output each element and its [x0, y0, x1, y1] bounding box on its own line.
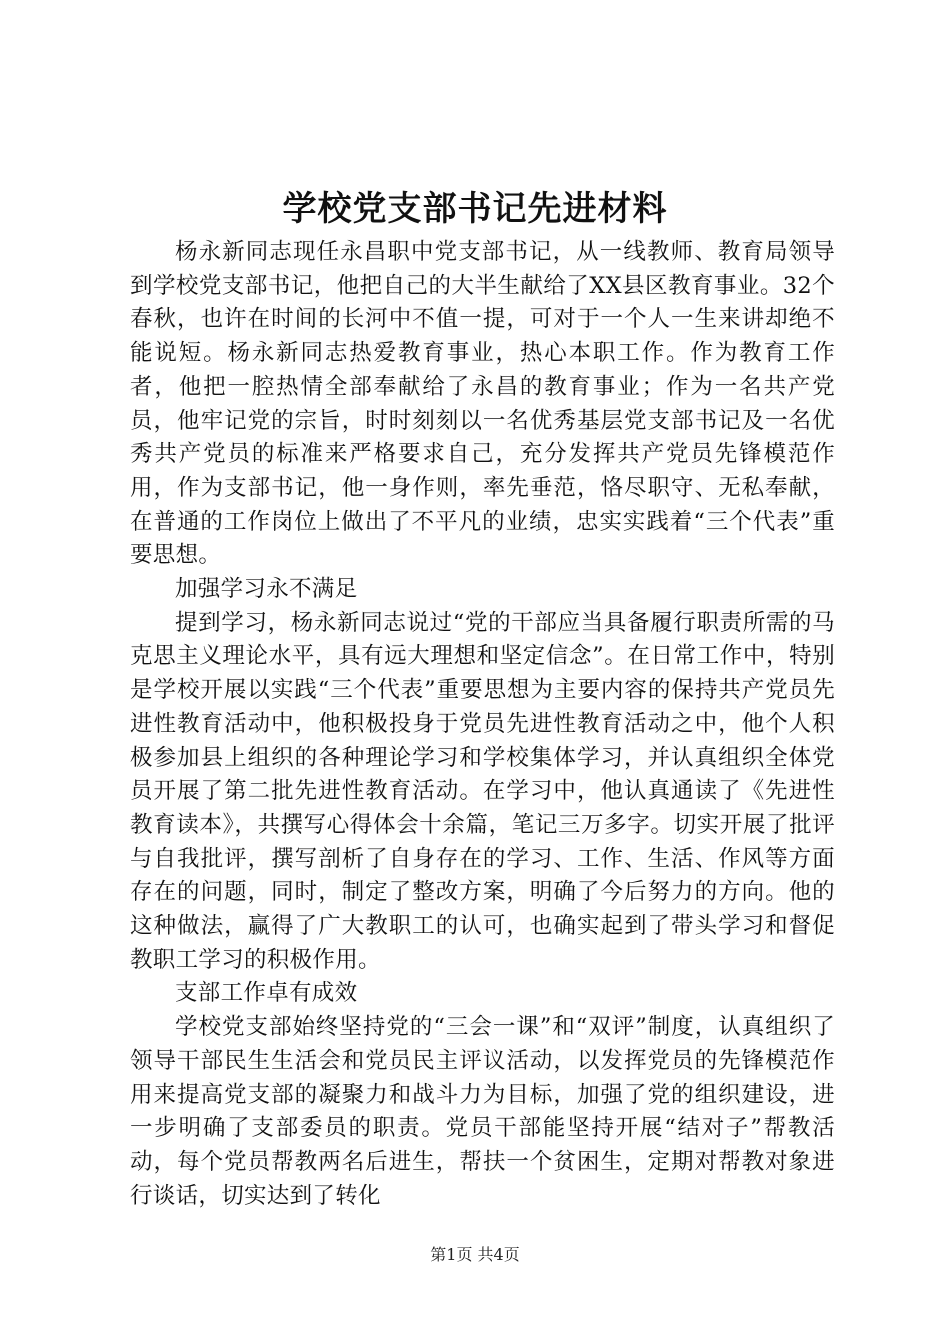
document-title: 学校党支部书记先进材料 — [282, 189, 668, 229]
paragraph-intro: 杨永新同志现任永昌职中党支部书记，从一线教师、教育局领导到学校党支部书记，他把自己的大半生献给了XX县区教育事业。32个春秋，也许在时间的长河中不值一提，可对于一个人一生来讲却绝不能说短。杨永新同志热爱教育事业，热心本职工作。作为教育工作者，他把一腔热情全部奉献给了永昌的教育事业；作为一名共产党员，他牢记党的宗旨，时时刻刻以一名优秀基层党支部书记及一名优秀共产党员的标准来严格要求自己，充分发挥共产党员先锋模范作用，作为支部书记，他一身作则，率先垂范，恪尽职守、无私奉献，在普通的工作岗位上做出了不平凡的业绩，忠实实践着“三个代表”重要思想。 — [130, 239, 835, 569]
paragraph-study: 提到学习，杨永新同志说过“党的干部应当具备履行职责所需的马克思主义理论水平，具有远大理想和坚定信念”。在日常工作中，特别是学校开展以实践“三个代表”重要思想为主要内容的保持共产党员先进性教育活动中，他积极投身于党员先进性教育活动之中，他个人积极参加县上组织的各种理论学习和学校集体学习，并认真组织全体党员开展了第二批先进性教育活动。在学习中，他认真通读了《先进性教育读本》，共撰写心得体会十余篇，笔记三万多字。切实开展了批评与自我批评，撰写剖析了自身存在的学习、工作、生活、作风等方面存在的问题，同时，制定了整改方案，明确了今后努力的方向。他的这种做法，赢得了广大教职工的认可，也确实起到了带头学习和督促教职工学习的积极作用。 — [130, 609, 835, 973]
document-body — [130, 236, 835, 1213]
page-number-footer: 第1页 共4页 — [430, 1245, 520, 1264]
section-heading-branch-work: 支部工作卓有成效 — [175, 980, 358, 1007]
section-heading-study: 加强学习永不满足 — [175, 576, 358, 603]
paragraph-branch-work: 学校党支部始终坚持党的“三会一课”和“双评”制度，认真组织了领导干部民生生活会和党员民主评议活动，以发挥党员的先锋模范作用来提高党支部的凝聚力和战斗力为目标，加强了党的组织建设，进一步明确了支部委员的职责。党员干部能坚持开展“结对子”帮教活动，每个党员帮教两名后进生，帮扶一个贫困生，定期对帮教对象进行谈话，切实达到了转化 — [130, 1014, 835, 1209]
